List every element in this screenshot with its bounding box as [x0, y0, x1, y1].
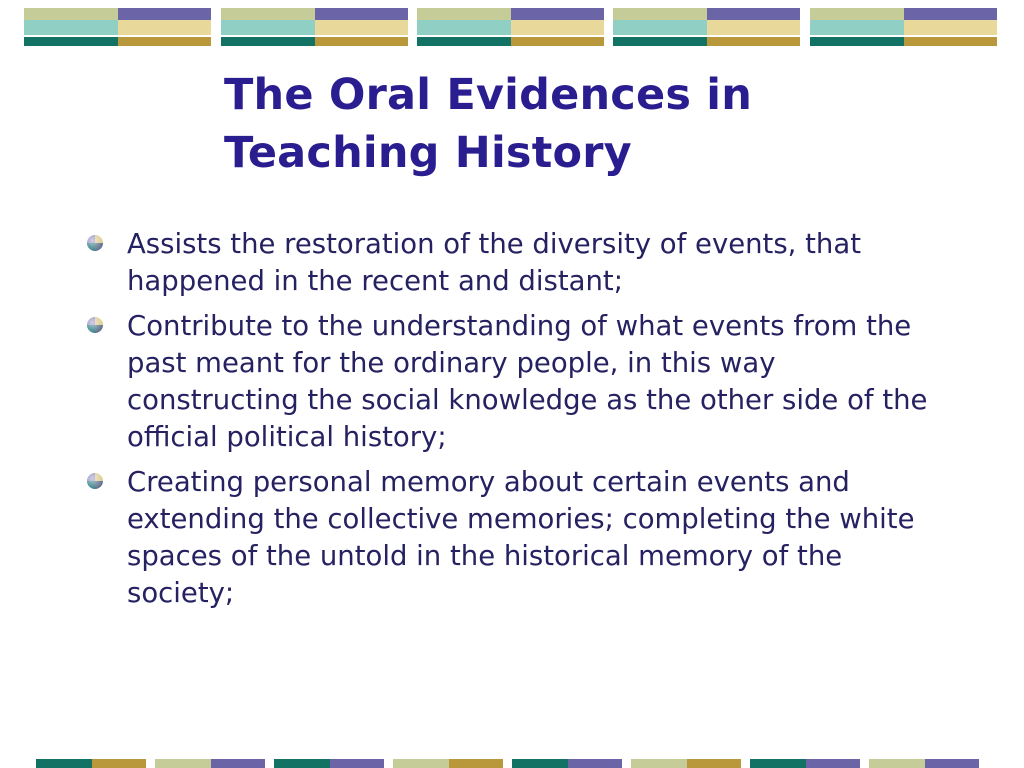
- bullet-item: [86, 464, 946, 612]
- top-decorative-band: [24, 8, 998, 46]
- quartered-sphere-icon: [86, 316, 104, 334]
- band-block: [810, 8, 997, 46]
- band-block: [24, 8, 211, 46]
- bullet-item: [86, 308, 946, 456]
- bullet-text: Contribute to the understanding of what events from the past meant for the ordinary people, in this way constructing the social knowledge as the other side of the official political history;: [127, 310, 928, 453]
- bullet-list: [86, 226, 946, 620]
- bullet-text: Assists the restoration of the diversity of events, that happened in the recent and distant;: [127, 228, 862, 297]
- bottom-decorative-band: [36, 759, 984, 768]
- bullet-text: Creating personal memory about certain events and extending the collective memories; completing the white spaces of the untold in the historical memory of the society;: [127, 466, 915, 609]
- quartered-sphere-icon: [86, 234, 104, 252]
- band-block: [613, 8, 800, 46]
- quartered-sphere-icon: [86, 472, 104, 490]
- band-block: [221, 8, 408, 46]
- slide-title: The Oral Evidences in Teaching History: [224, 70, 753, 178]
- band-block: [417, 8, 604, 46]
- bullet-item: [86, 226, 946, 300]
